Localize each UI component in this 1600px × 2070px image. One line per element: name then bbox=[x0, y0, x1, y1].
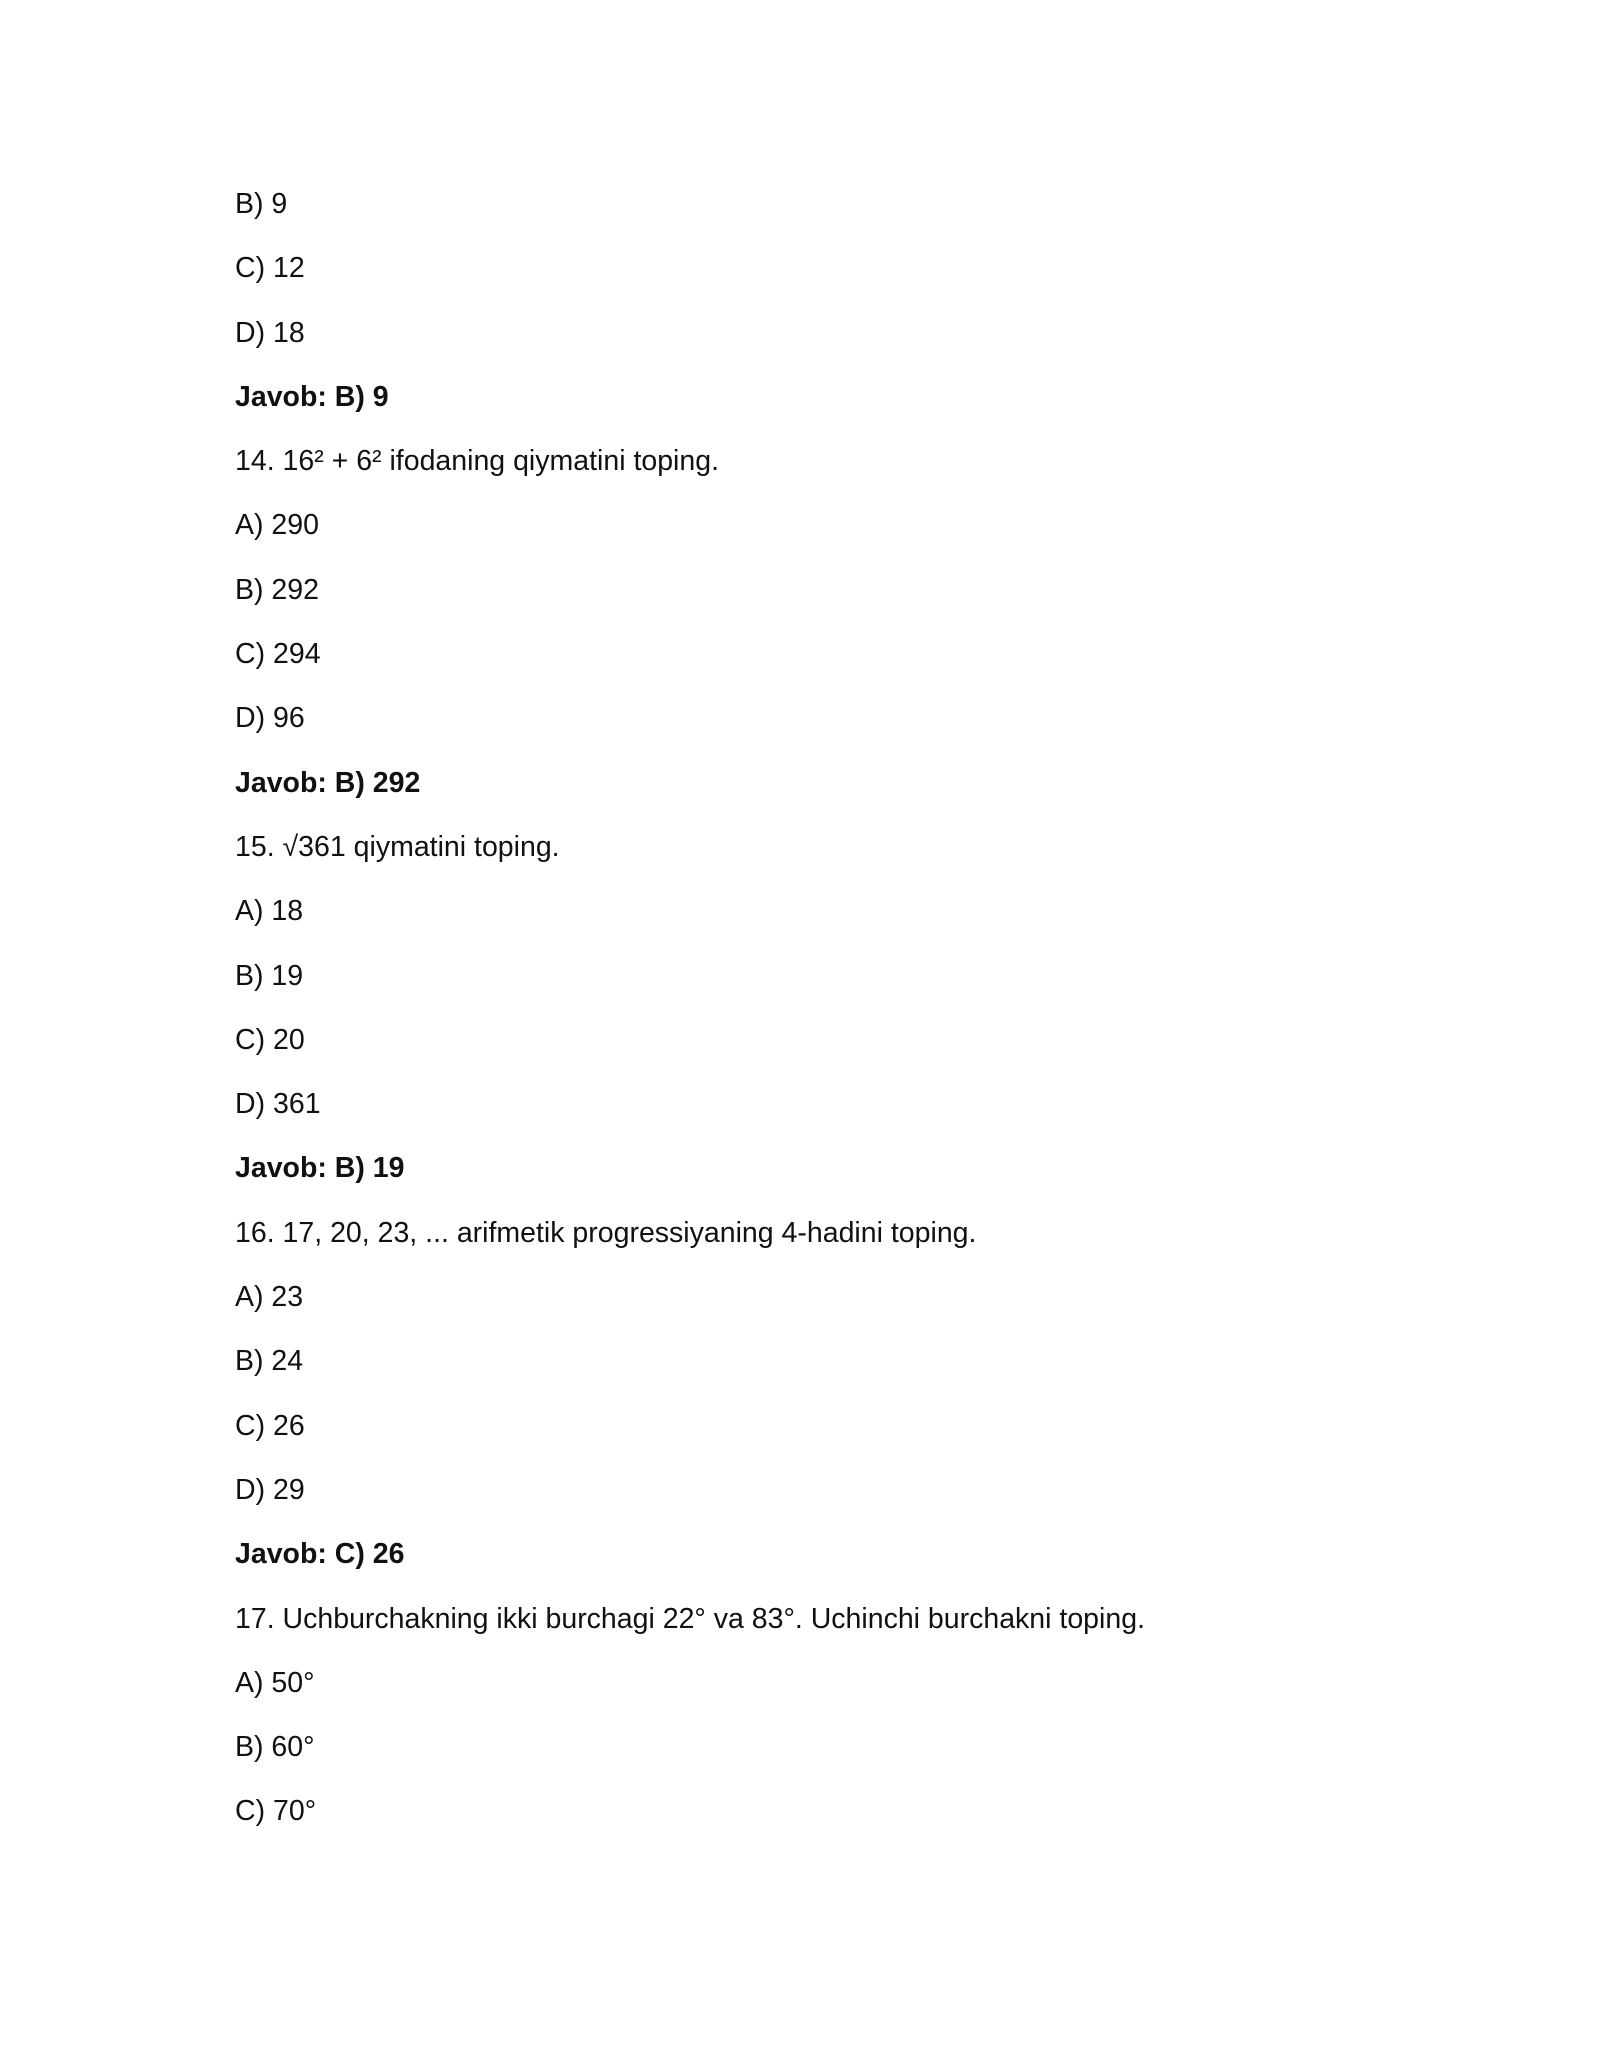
option-line: A) 290 bbox=[235, 509, 319, 542]
option-line: C) 20 bbox=[235, 1023, 305, 1056]
option-line: D) 361 bbox=[235, 1088, 321, 1121]
option-line: D) 18 bbox=[235, 316, 305, 349]
question-line: 15. √361 qiymatini toping. bbox=[235, 830, 560, 863]
question-line: 17. Uchburchakning ikki burchagi 22° va 83°. Uchinchi burchakni toping. bbox=[235, 1602, 1145, 1635]
document-body bbox=[235, 186, 1385, 1858]
option-line: A) 23 bbox=[235, 1281, 304, 1314]
option-line: B) 292 bbox=[235, 573, 319, 606]
option-line: C) 70° bbox=[235, 1795, 317, 1828]
option-line: B) 9 bbox=[235, 188, 288, 220]
option-line: C) 294 bbox=[235, 638, 321, 671]
option-line: D) 96 bbox=[235, 702, 305, 735]
answer-line: Javob: B) 292 bbox=[235, 766, 421, 799]
option-line: A) 50° bbox=[235, 1666, 315, 1699]
option-line: C) 12 bbox=[235, 252, 305, 285]
option-line: D) 29 bbox=[235, 1473, 305, 1506]
question-line: 14. 16² + 6² ifodaning qiymatini toping. bbox=[235, 445, 720, 478]
option-line: A) 18 bbox=[235, 895, 304, 928]
option-line: B) 60° bbox=[235, 1731, 315, 1764]
option-line: B) 19 bbox=[235, 959, 304, 992]
answer-line: Javob: B) 9 bbox=[235, 380, 389, 413]
answer-line: Javob: B) 19 bbox=[235, 1152, 405, 1185]
option-line: B) 24 bbox=[235, 1345, 304, 1378]
option-line: C) 26 bbox=[235, 1409, 305, 1442]
answer-line: Javob: C) 26 bbox=[235, 1538, 405, 1571]
question-line: 16. 17, 20, 23, ... arifmetik progressiyaning 4-hadini toping. bbox=[235, 1216, 977, 1249]
